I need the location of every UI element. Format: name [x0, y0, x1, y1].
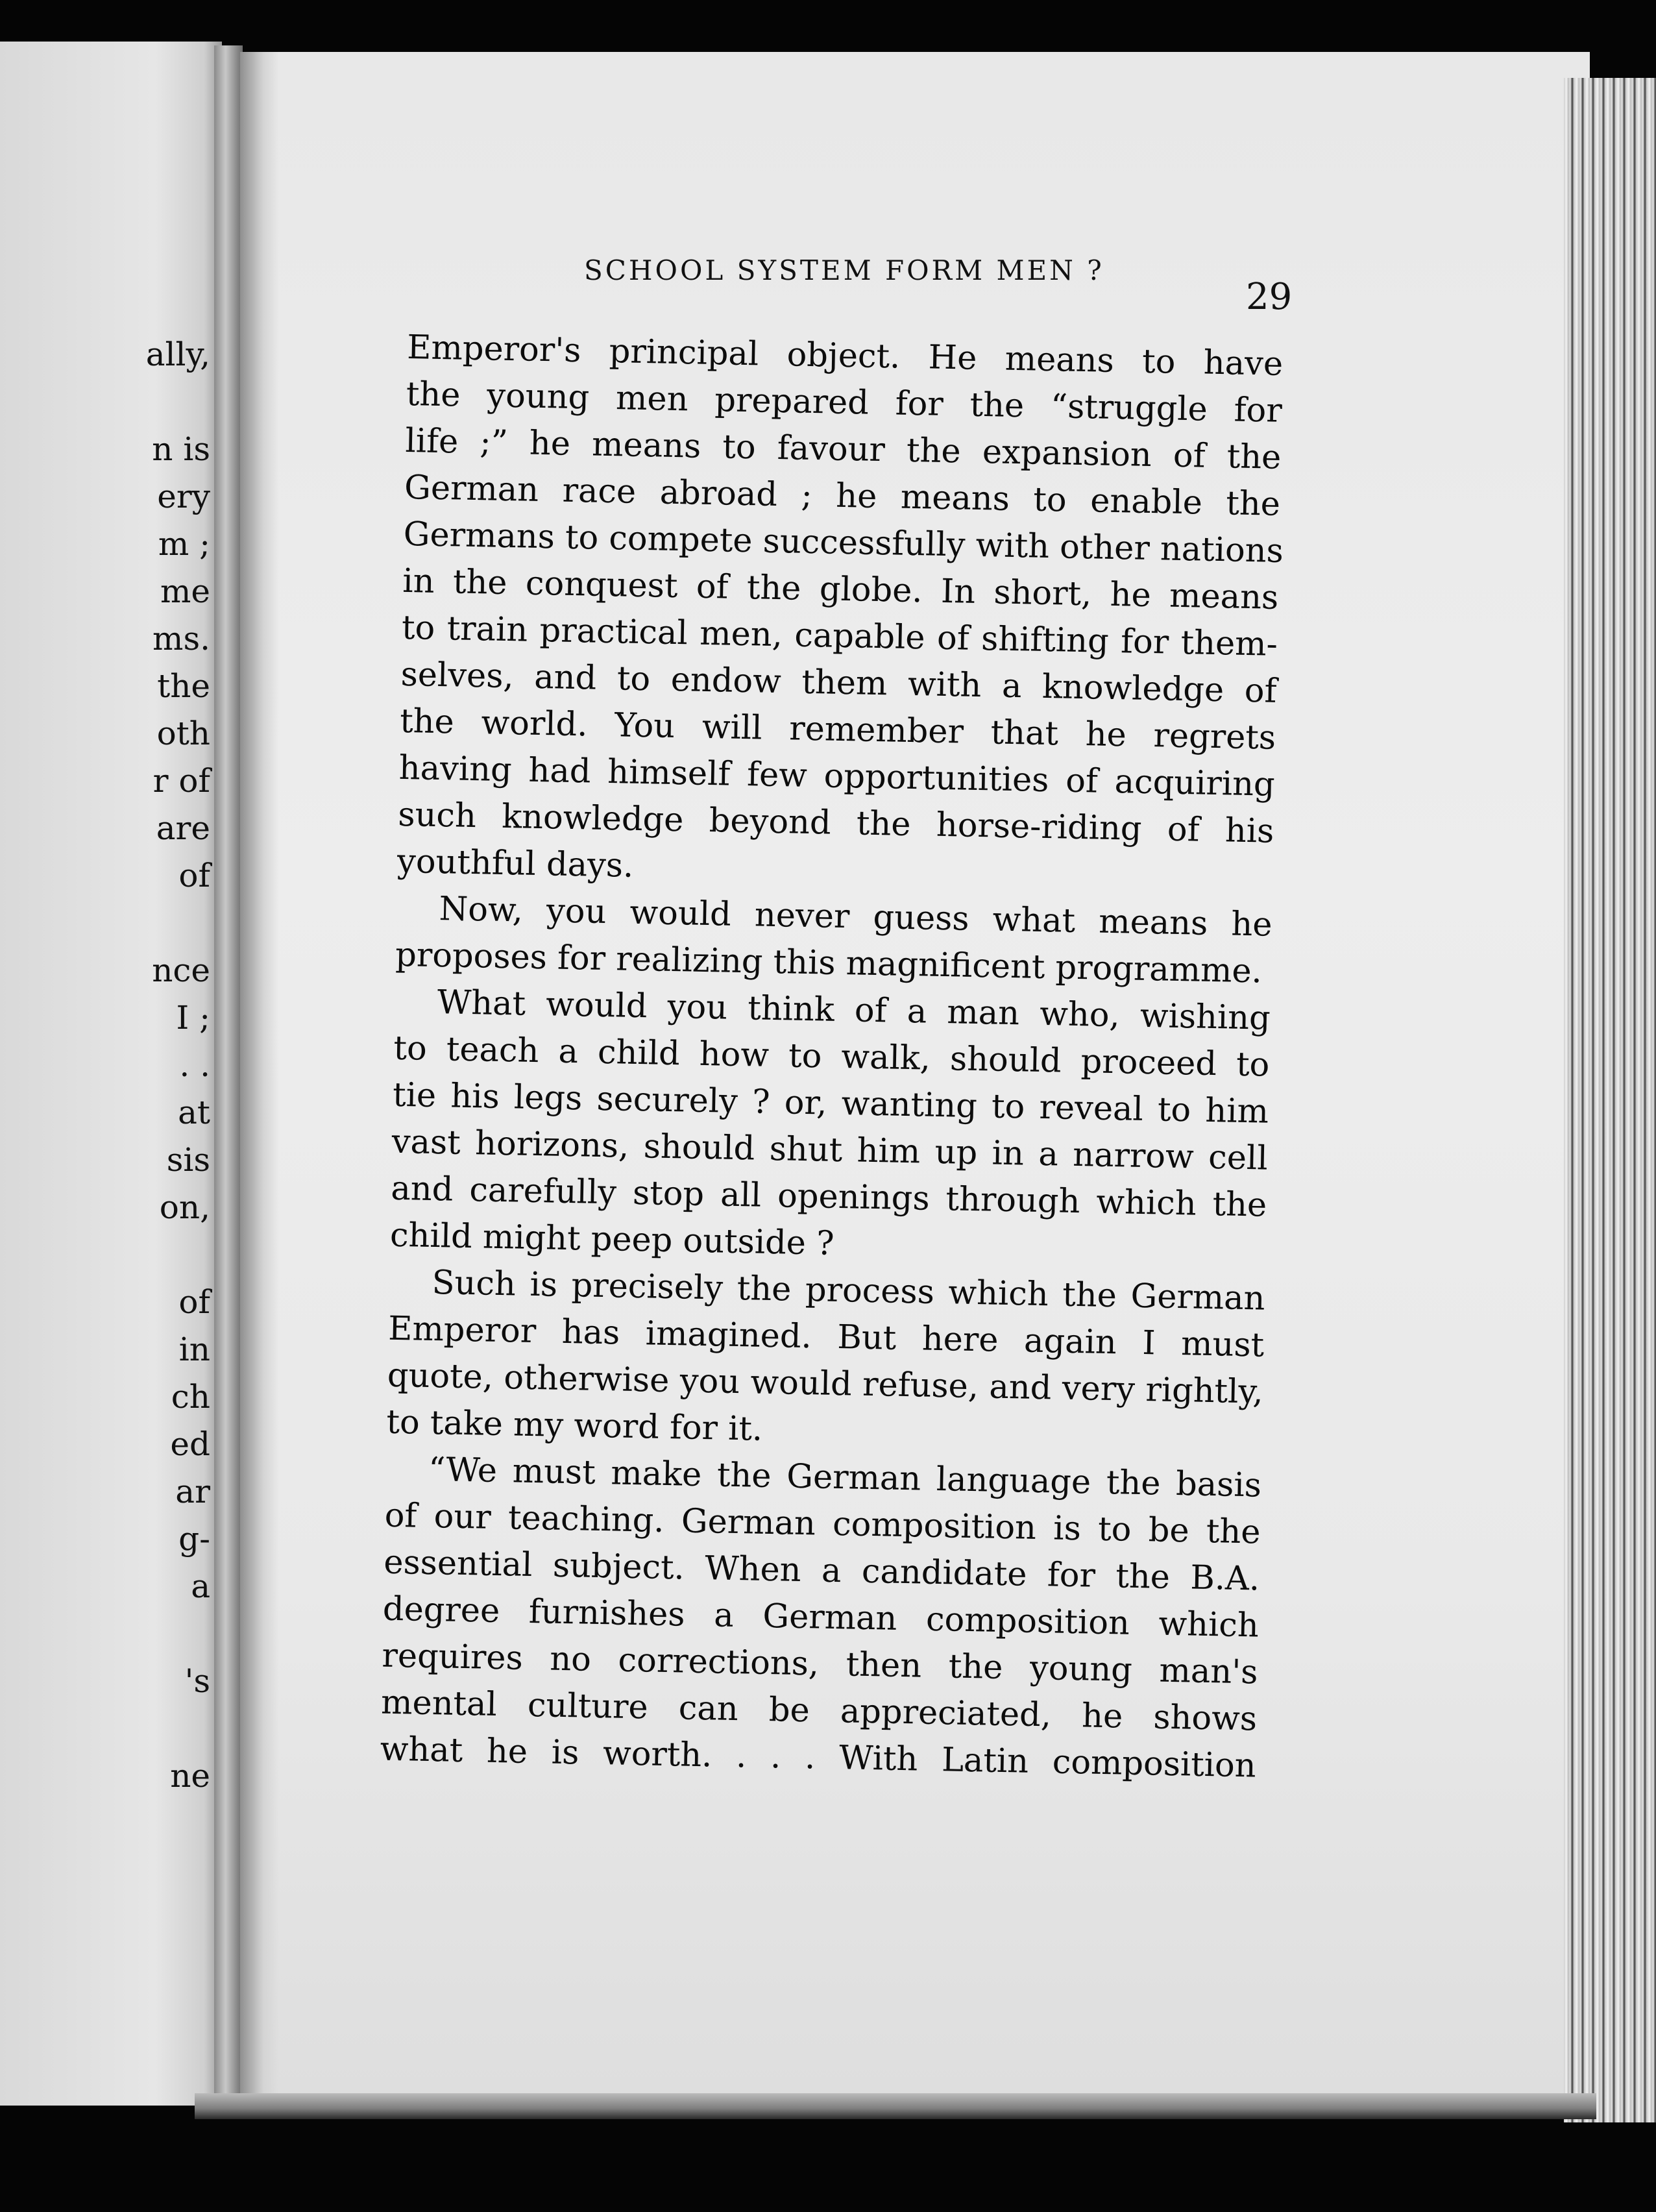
text-line: the world. You will remember that he regrets	[399, 702, 1276, 757]
text-line: quote, otherwise you would refuse, and very rightly,	[387, 1356, 1264, 1412]
text-line: what he is worth. . . . With Latin composition	[380, 1730, 1257, 1786]
text-line: to teach a child how to walk, should proceed to	[393, 1029, 1270, 1085]
left-page-line: ed	[170, 1425, 210, 1463]
text-line: essential subject. When a candidate for the B.A.	[383, 1543, 1260, 1599]
text-line: the young men prepared for the “struggle for	[406, 375, 1283, 430]
text-line: of our teaching. German composition is to be the	[384, 1496, 1261, 1552]
left-page-line: ch	[171, 1378, 210, 1416]
bottom-edge	[195, 2093, 1596, 2119]
text-line: degree furnishes a German composition which	[382, 1590, 1260, 1645]
text-line: in the conquest of the globe. In short, he means	[402, 561, 1279, 617]
left-page-line: on,	[159, 1188, 210, 1226]
left-page-line: ne	[170, 1757, 210, 1795]
text-line: selves, and to endow them with a knowledge of	[400, 655, 1277, 711]
left-page-line: in	[178, 1331, 210, 1368]
text-line: to take my word for it.	[385, 1403, 763, 1449]
left-page-line: oth	[156, 715, 210, 752]
left-page-line: of	[178, 1283, 210, 1321]
left-page-line	[0, 1705, 214, 1752]
text-line: Emperor's principal object. He means to have	[406, 328, 1284, 384]
left-page-line	[0, 378, 214, 426]
text-line: Now, you would never guess what means he	[439, 890, 1273, 944]
left-page-line: at	[178, 1094, 210, 1131]
left-page-line: ms.	[152, 620, 210, 657]
text-line: to train practical men, capable of shifting for them-	[401, 608, 1278, 664]
left-page-line	[0, 1610, 214, 1658]
left-page-line: ar	[175, 1473, 210, 1510]
text-line: tie his legs securely ? or, wanting to reveal to him	[392, 1075, 1269, 1131]
text-line: Germans to compete successfully with other nations	[403, 515, 1284, 571]
left-page-line: sis	[166, 1141, 210, 1179]
text-line: such knowledge beyond the horse-riding of his	[397, 795, 1274, 851]
book-gutter	[214, 45, 243, 2116]
left-page-line: . .	[179, 1046, 210, 1084]
left-page-line: ery	[157, 478, 210, 515]
left-page-line: are	[156, 809, 210, 847]
text-line: life ;” he means to favour the expansion of the	[404, 421, 1282, 477]
text-line: proposes for realizing this magnificent programme.	[395, 935, 1263, 991]
left-page-line: I ;	[176, 999, 210, 1037]
left-page-line: n is	[152, 430, 210, 468]
text-line: child might peep outside ?	[389, 1216, 835, 1263]
text-line: German race abroad ; he means to enable the	[404, 468, 1281, 524]
text-line: Emperor has imagined. But here again I must	[387, 1309, 1265, 1365]
text-line: “We must make the German language the basis	[428, 1450, 1262, 1505]
text-line: What would you think of a man who, wishing	[437, 983, 1271, 1038]
left-page-line	[0, 900, 214, 947]
left-page-line: nce	[152, 952, 210, 989]
left-page-line: 's	[184, 1662, 210, 1700]
gutter-shadow	[240, 52, 279, 2103]
text-line: and carefully stop all openings through which the	[390, 1169, 1267, 1225]
text-line: vast horizons, should shut him up in a narrow cell	[391, 1122, 1269, 1178]
left-page-line	[0, 1231, 214, 1279]
left-page-line: the	[157, 667, 210, 705]
left-page-line: of	[178, 857, 210, 894]
page-number: 29	[1246, 276, 1293, 318]
left-page-line: m ;	[158, 525, 210, 563]
left-page-line: r of	[152, 762, 210, 800]
text-line: youthful days.	[396, 842, 634, 885]
text-line: requires no corrections, then the young man's	[382, 1636, 1258, 1692]
page-edges	[1564, 78, 1656, 2122]
left-page-line: a	[191, 1567, 210, 1605]
left-page-line: ally,	[145, 336, 210, 373]
running-head: SCHOOL SYSTEM FORM MEN ?	[584, 254, 1104, 286]
left-page-text	[0, 331, 214, 1800]
text-line: having had himself few opportunities of acquiring	[398, 748, 1276, 804]
body-text	[380, 325, 1284, 1790]
text-line: mental culture can be appreciated, he shows	[380, 1683, 1258, 1739]
left-page-line: me	[160, 572, 210, 610]
text-line: Such is precisely the process which the German	[432, 1264, 1265, 1318]
left-page-line: g-	[178, 1520, 210, 1558]
